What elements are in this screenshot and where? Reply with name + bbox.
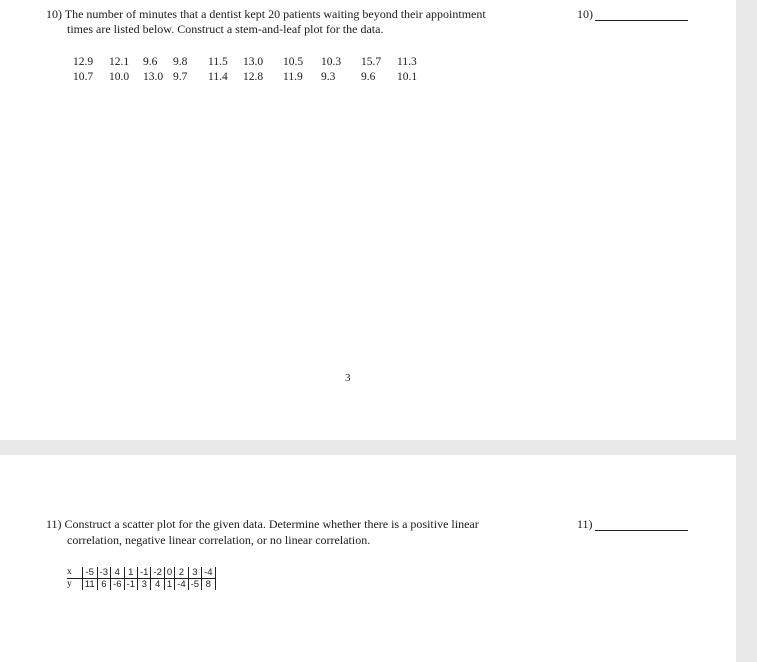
data-value: 15.7 [361, 56, 382, 68]
q10-prompt-line1: 10) The number of minutes that a dentist kept 20 patients waiting beyond their appointment [46, 7, 486, 21]
x-value-cell: -4 [202, 567, 215, 579]
x-value-cell: -3 [97, 567, 110, 579]
y-value-cell: -6 [111, 579, 124, 591]
y-value-cell: 8 [202, 579, 215, 591]
x-label: x [67, 567, 82, 579]
q11-answer-blank[interactable] [595, 530, 688, 531]
x-value-cell: 2 [175, 567, 188, 579]
table-end-border [215, 567, 216, 579]
data-value: 12.1 [109, 56, 130, 68]
x-value-cell: -5 [82, 567, 97, 579]
y-value-cell: 6 [97, 579, 110, 591]
q10-answer-label: 10) [577, 7, 593, 21]
y-value-cell: 4 [151, 579, 164, 591]
data-value: 13.0 [143, 71, 164, 83]
data-value: 12.9 [73, 56, 94, 68]
data-value: 10.3 [321, 56, 342, 68]
data-value: 11.3 [397, 56, 417, 68]
q11-prompt-line2: correlation, negative linear correlation, or no linear correlation. [67, 533, 371, 547]
q10-answer-blank[interactable] [595, 20, 688, 21]
y-value-cell: -5 [188, 579, 201, 591]
table-end-border [215, 579, 216, 591]
x-value-cell: 0 [164, 567, 174, 579]
q10-prompt-line2: times are listed below. Construct a stem-and-leaf plot for the data. [67, 22, 384, 36]
q11-data-table [67, 567, 216, 590]
worksheet-page-2 [0, 455, 736, 662]
y-value-cell: 11 [82, 579, 97, 591]
data-value: 9.3 [321, 71, 336, 83]
y-value-cell: -1 [124, 579, 137, 591]
data-value: 10.7 [73, 71, 94, 83]
x-value-cell: -2 [151, 567, 164, 579]
data-value: 10.1 [397, 71, 418, 83]
q11-x-row [67, 567, 216, 579]
y-value-cell: -4 [175, 579, 188, 591]
data-value: 10.5 [283, 56, 304, 68]
data-value: 9.6 [361, 71, 376, 83]
y-value-cell: 1 [164, 579, 174, 591]
x-value-cell: 4 [111, 567, 124, 579]
x-value-cell: 3 [188, 567, 201, 579]
x-value-cell: 1 [124, 567, 137, 579]
y-value-cell: 3 [137, 579, 150, 591]
q11-y-row [67, 579, 216, 591]
data-value: 13.0 [243, 56, 264, 68]
data-value: 12.8 [243, 71, 264, 83]
data-value: 9.8 [173, 56, 188, 68]
page-number: 3 [345, 372, 351, 384]
data-value: 11.9 [283, 71, 303, 83]
data-value: 11.5 [208, 56, 228, 68]
q11-answer-label: 11) [577, 517, 593, 531]
data-value: 11.4 [208, 71, 228, 83]
y-label: y [67, 579, 72, 589]
data-value: 9.7 [173, 71, 188, 83]
data-value: 10.0 [109, 71, 130, 83]
data-value: 9.6 [143, 56, 158, 68]
q11-prompt-line1: 11) Construct a scatter plot for the given data. Determine whether there is a positive linear [46, 517, 479, 531]
x-value-cell: -1 [137, 567, 150, 579]
